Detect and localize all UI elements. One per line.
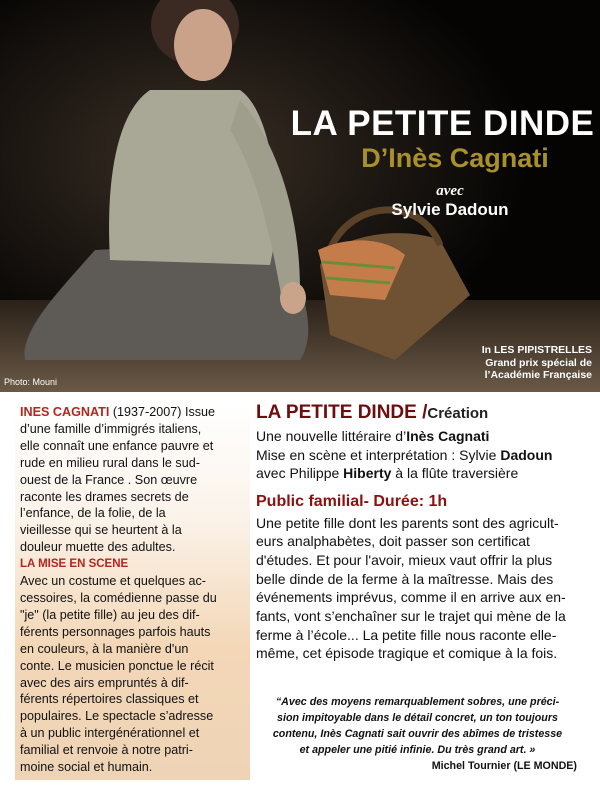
credit-text: Mise en scène et interprétation : Sylvie xyxy=(256,446,501,463)
staging-line: férents personnages parfois hauts xyxy=(20,624,211,639)
staging-line: populaires. Le spectacle s’adresse xyxy=(20,709,214,724)
staging-line: avec des airs empruntés à dif- xyxy=(20,675,189,690)
bio-line: raconte les drames secrets de xyxy=(20,489,189,504)
hero-photo xyxy=(0,0,600,392)
staging-line: en couleurs, à la manière d'un xyxy=(20,641,189,656)
bio-line: vieillesse qui se heurtent à la xyxy=(20,523,182,538)
credits-block xyxy=(256,427,596,483)
quote-line: et appeler une pitié infinie. Du très grand art. » xyxy=(299,744,536,756)
quote-line: “Avec des moyens remarquablement sobres, une préci- xyxy=(275,696,560,708)
quote-line: sion impitoyable dans le détail concret, un ton toujours xyxy=(277,712,558,724)
credit-line-text xyxy=(256,427,596,446)
staging-line: conte. Le musicien ponctue le récit xyxy=(20,658,214,673)
credit-name: Inès Cagnati xyxy=(406,428,490,444)
staging-line: à un public intergénérationnel et xyxy=(20,726,200,741)
credit-name: Dadoun xyxy=(500,446,553,463)
synopsis-line: même, cet épisode tragique et comique à la fois. xyxy=(256,645,558,662)
synopsis xyxy=(256,514,596,664)
main-title-sub: Création xyxy=(427,405,489,422)
staging-section-title: LA MISE EN SCENE xyxy=(20,558,129,571)
staging-line: Avec un costume et quelques ac- xyxy=(20,574,206,589)
staging-line: "je" (la petite fille) au jeu des dif- xyxy=(20,607,200,622)
author-name: D’Inès Cagnati xyxy=(361,143,549,173)
performer-name: Sylvie Dadoun xyxy=(391,200,509,219)
award-credit-line: Grand prix spécial de xyxy=(485,356,592,369)
avec-label: avec xyxy=(436,183,464,199)
synopsis-line: d'études. Et pour l'avoir, mieux vaut offrir la plus xyxy=(256,551,553,568)
bio-line: ouest de la France . Son œuvre xyxy=(20,472,198,487)
credit-name: Hiberty xyxy=(343,465,392,481)
bio-line: rude en milieu rural dans le sud- xyxy=(20,455,200,470)
show-description xyxy=(256,400,596,663)
audience-duration: Public familial- Durée: 1h xyxy=(256,492,448,510)
bio-line: douleur muette des adultes. xyxy=(20,540,176,555)
staging-line: férents répertoires classiques et xyxy=(20,692,199,707)
synopsis-line: événements imprévus, comme il en arrive aux en- xyxy=(256,589,566,606)
synopsis-line: fants, vont s’enchaîner sur le trajet qui mène de la xyxy=(256,608,566,625)
bio-line: l’enfance, de la folie, de la xyxy=(20,506,166,521)
award-credit-line: l’Académie Française xyxy=(484,369,592,381)
bio-line: elle connaît une enfance pauvre et xyxy=(20,438,214,453)
author-sidebar xyxy=(15,403,250,780)
quote-attribution: Michel Tournier (LE MONDE) xyxy=(431,760,577,772)
credit-text: avec Philippe xyxy=(256,465,344,481)
bio-line: d’une famille d’immigrés italiens, xyxy=(20,421,202,436)
staging-line: cessoires, la comédienne passe du xyxy=(20,590,217,605)
award-credit xyxy=(482,344,592,382)
credit-text: à la flûte traversière xyxy=(391,465,519,481)
bio-name: INES CAGNATI xyxy=(20,405,110,419)
award-credit-line: In LES PIPISTRELLES xyxy=(481,344,592,356)
synopsis-line: Une petite fille dont les parents sont des agricult- xyxy=(256,514,559,531)
show-title: LA PETITE DINDE xyxy=(290,104,595,143)
synopsis-line: eurs analphabètes, doit passer son certificat xyxy=(256,533,530,550)
press-quote xyxy=(255,694,580,774)
stage-photo-illustration xyxy=(0,0,600,392)
bio-dates: (1937-2007) Issue xyxy=(109,405,216,419)
staging-line: moine social et humain. xyxy=(20,760,153,775)
photo-credit: Photo: Mouni xyxy=(4,377,58,387)
quote-line: contenu, Inès Cagnati sait ouvrir des abîmes de tristesse xyxy=(272,728,563,740)
main-title: LA PETITE DINDE / xyxy=(256,402,428,423)
credit-line-music xyxy=(256,464,596,483)
main-heading xyxy=(256,400,596,427)
credit-line-staging xyxy=(256,446,596,465)
credit-text: Une nouvelle littéraire d’ xyxy=(256,428,407,444)
staging-line: familial et renvoie à notre patri- xyxy=(20,743,193,758)
synopsis-line: ferme à l’école... La petite fille nous raconte elle- xyxy=(256,626,557,643)
synopsis-line: belle dinde de la ferme à la maîtresse. Mais des xyxy=(256,570,554,587)
bio-first-line xyxy=(20,404,247,421)
